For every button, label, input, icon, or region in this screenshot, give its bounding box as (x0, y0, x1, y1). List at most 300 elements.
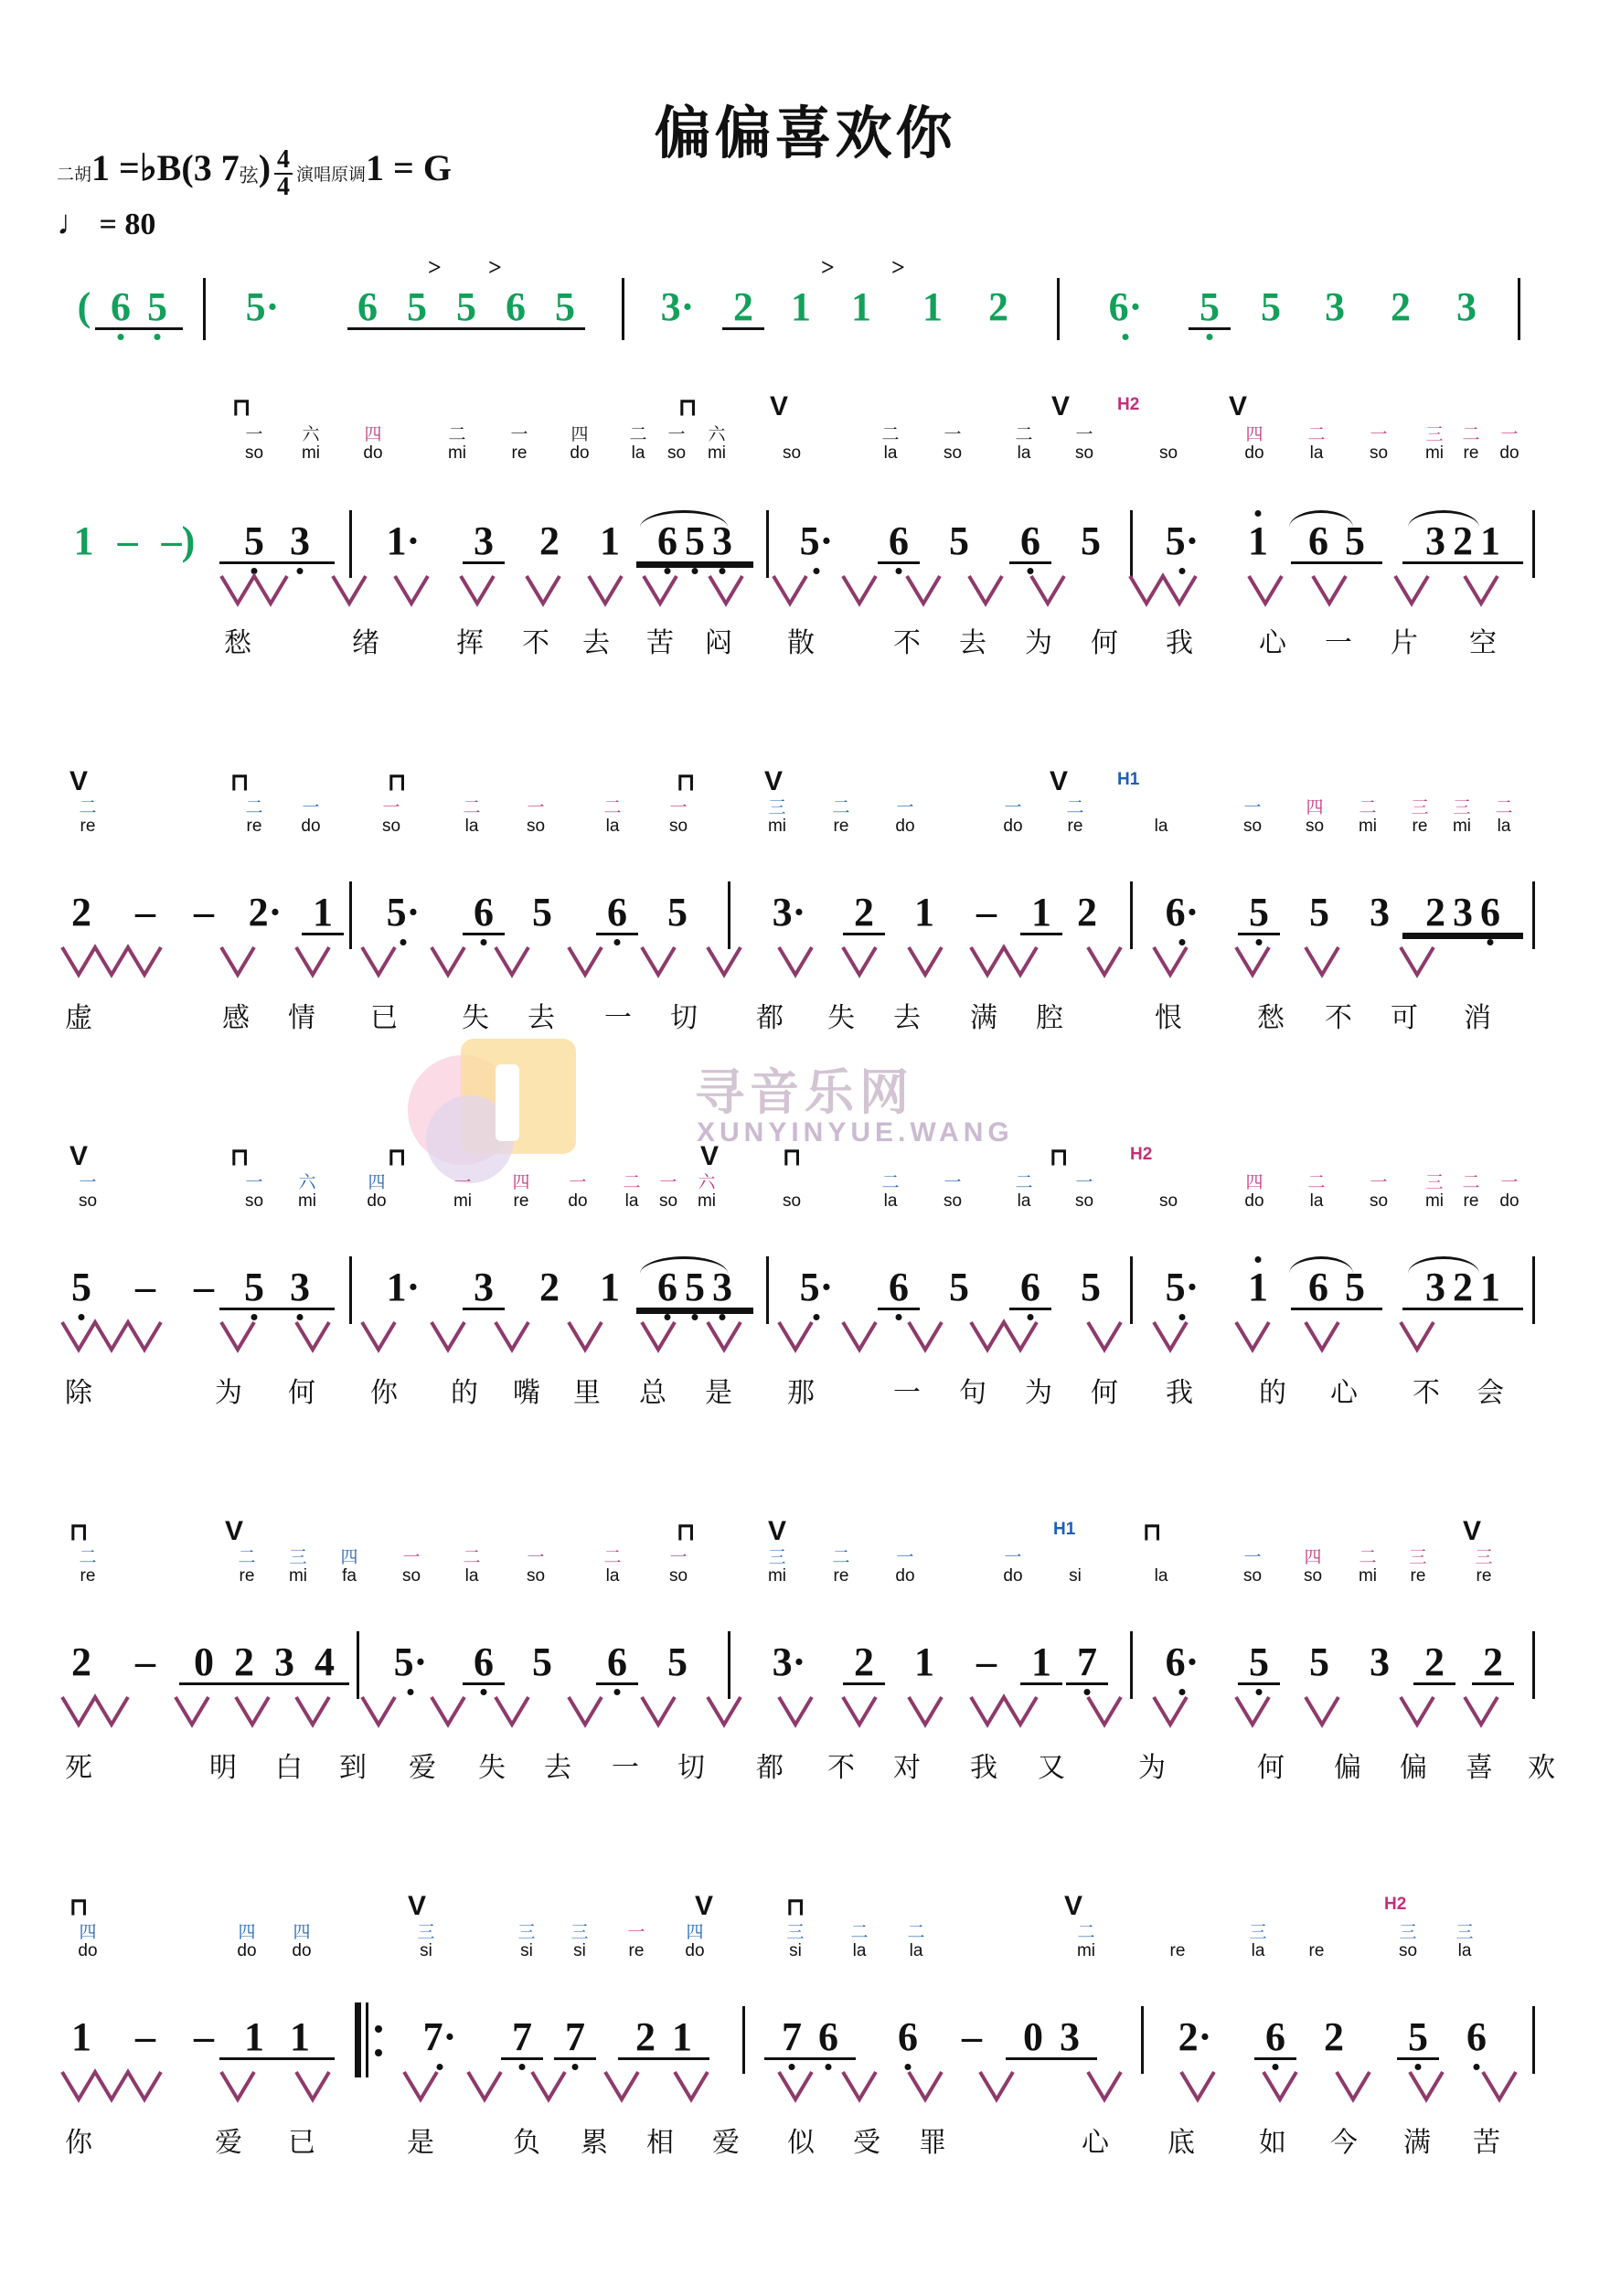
note: – (135, 1639, 155, 1684)
lyric: 失 (478, 1753, 506, 1783)
note: 3 (474, 518, 494, 563)
fingering: 二 la (1495, 798, 1513, 836)
note: 1 (922, 284, 943, 329)
fingering: 一 so (381, 798, 401, 836)
fingering: 一 so (1242, 1548, 1263, 1586)
lyric: 相 (646, 2128, 674, 2158)
barline (1130, 1256, 1133, 1324)
note: 5· (393, 1639, 428, 1684)
bow-push-icon: ⊓ (230, 1143, 250, 1170)
lyric: 散 (787, 628, 815, 658)
lyric: 偏 (1400, 1753, 1427, 1783)
fingering: 四 do (363, 425, 383, 463)
note: 2 (1425, 890, 1445, 934)
lyric: 受 (853, 2128, 880, 2158)
lyric: 一 (1325, 628, 1352, 658)
bow-push-icon: ⊓ (69, 1518, 89, 1545)
string-label: 弦 (239, 165, 259, 187)
fingering: 一 do (568, 1173, 588, 1211)
note: 6 (474, 890, 494, 934)
note: 6· (1165, 1639, 1200, 1684)
repeat-start-barline (355, 2002, 386, 2077)
fingering: 一 do (895, 1548, 915, 1586)
lyric: 去 (528, 1003, 555, 1033)
bow-pull-icon: V (69, 766, 89, 796)
note: 1 (71, 2014, 91, 2059)
note: 5 (949, 1265, 969, 1309)
note: 5 (1081, 518, 1101, 563)
lyric: 为 (1025, 628, 1052, 658)
note: 5 (1345, 518, 1365, 563)
fingering: 三 mi (767, 798, 787, 836)
fingering: 二 re (245, 798, 263, 836)
note: 2 (854, 890, 874, 934)
bow-push-icon: ⊓ (232, 393, 251, 421)
note: 2 (1324, 2014, 1344, 2059)
lyric: 底 (1168, 2128, 1195, 2158)
fingering: 四 do (1244, 1173, 1264, 1211)
time-signature: $\frac{4}{4}$ (274, 147, 293, 200)
tempo-note-icon: ♩ (57, 204, 91, 242)
accent-mark: > (428, 254, 442, 281)
note: 2 (733, 284, 753, 329)
fingering: 四 do (78, 1923, 98, 1960)
note: 7 (565, 2014, 585, 2059)
fingering: 二 la (881, 1173, 900, 1211)
barline (1532, 1256, 1535, 1324)
note: 5 (532, 890, 552, 934)
note: 3 (1370, 890, 1390, 934)
note: 6 (889, 1265, 909, 1309)
lyric: 都 (756, 1753, 784, 1783)
note: 6 (474, 1639, 494, 1684)
fingering: 二 re (1066, 798, 1084, 836)
fingering: 三 si (417, 1923, 435, 1960)
note: 2 (1483, 1639, 1503, 1684)
system-5 (0, 1884, 1610, 2204)
note: 6 (1020, 1265, 1040, 1309)
fingering: 三 mi (1424, 425, 1445, 463)
note: 6· (1108, 284, 1143, 329)
note: 5· (1165, 1265, 1200, 1309)
note: – (117, 518, 138, 563)
note: 5 (1408, 2014, 1428, 2059)
lyric: 消 (1464, 1003, 1491, 1033)
barline (1532, 510, 1535, 578)
bow-pull-icon: V (770, 391, 789, 422)
bow-push-icon: ⊓ (388, 768, 407, 796)
fingering: 二 mi (1358, 1548, 1378, 1586)
fingering: la (1154, 1565, 1168, 1586)
note: 3· (772, 1639, 806, 1684)
fingering: 一 so (244, 425, 264, 463)
barline (766, 1256, 769, 1324)
bow-pull-icon: V (69, 1141, 89, 1171)
bow-push-icon: ⊓ (1143, 1518, 1162, 1545)
fingering: 一 so (78, 1173, 98, 1211)
barline (742, 2006, 745, 2074)
lyric: 愁 (1257, 1003, 1285, 1033)
system-3 (0, 1134, 1610, 1454)
bow-pull-icon: V (768, 1516, 787, 1546)
bow-push-icon: ⊓ (677, 768, 696, 796)
vibrato-marks (216, 572, 1541, 615)
system-1 (0, 384, 1610, 704)
fingering: 一 so (1369, 425, 1389, 463)
fingering: re (1169, 1940, 1186, 1960)
fingering: 四 so (1303, 1548, 1323, 1586)
fingering: 一 do (1003, 798, 1023, 836)
note: 5 (1309, 890, 1329, 934)
bow-pull-icon: V (1051, 391, 1071, 422)
note: – (194, 1265, 214, 1309)
fingering: 二 re (1462, 1173, 1480, 1211)
fingering: 一 so (668, 1548, 688, 1586)
note: 1 (73, 518, 94, 563)
note: 6 (607, 890, 627, 934)
fingering: 四 do (1244, 425, 1264, 463)
fingering: so (1158, 1191, 1178, 1211)
barline (203, 278, 206, 340)
note: 1 (791, 284, 811, 329)
lyric: 切 (677, 1753, 705, 1783)
note: 2 (1453, 1265, 1473, 1309)
tempo-value: = 80 (99, 208, 156, 241)
note: 5 (1261, 284, 1281, 329)
fingering: 三 si (517, 1923, 536, 1960)
bow-pull-icon: V (695, 1891, 714, 1921)
note: –) (161, 518, 196, 563)
bow-pull-icon: V (408, 1891, 427, 1921)
lyric: 不 (827, 1753, 855, 1783)
note: 5 (1249, 1639, 1269, 1684)
note: 0 (194, 1639, 214, 1684)
note: 1 (600, 518, 620, 563)
lyric: 我 (970, 1753, 997, 1783)
fingering: 二 la (1015, 1173, 1033, 1211)
lyric: 是 (407, 2128, 434, 2158)
fingering: 二 re (79, 798, 97, 836)
lyric: 偏 (1334, 1753, 1361, 1783)
note: 1 (1248, 518, 1268, 563)
lyric: 白 (275, 1753, 303, 1783)
fingering: 二 la (850, 1923, 869, 1960)
lyric: 已 (370, 1003, 398, 1033)
lyric: 的 (1259, 1378, 1286, 1408)
note: 6 (1480, 890, 1500, 934)
note: 6 (1308, 518, 1328, 563)
instrument-label: 二胡 (57, 166, 92, 185)
barline (1518, 278, 1520, 340)
barline (728, 881, 730, 949)
position-mark-h1: H1 (1053, 1520, 1076, 1539)
lyric: 绪 (352, 628, 379, 658)
lyric: 片 (1391, 628, 1418, 658)
lyric: 为 (215, 1378, 242, 1408)
note: 6 (889, 518, 909, 563)
barline (1130, 510, 1133, 578)
lyric: 为 (1025, 1378, 1052, 1408)
lyric: 爱 (712, 2128, 740, 2158)
note: 5 (532, 1639, 552, 1684)
bow-pull-icon: V (700, 1141, 720, 1171)
key-prefix: 1 = (91, 147, 140, 188)
lyric: 感 (222, 1003, 250, 1033)
fingering: 二 re (832, 798, 850, 836)
lyric: 一 (893, 1378, 921, 1408)
note: 1 (1031, 1639, 1051, 1684)
barline (1057, 278, 1060, 340)
note: 5 (147, 284, 167, 329)
note: 2 (1077, 890, 1097, 934)
bow-push-icon: ⊓ (783, 1143, 802, 1170)
fingering: 一 so (244, 1173, 264, 1211)
fingering: 六 mi (301, 425, 321, 463)
lyric: 恨 (1155, 1003, 1182, 1033)
fingering: 一 mi (453, 1173, 473, 1211)
barline (728, 1631, 730, 1699)
lyric: 不 (522, 628, 549, 658)
lyric: 虚 (65, 1003, 92, 1033)
lyric: 我 (1166, 628, 1193, 658)
note: 6 (1265, 2014, 1285, 2059)
note: 6 (818, 2014, 838, 2059)
bow-push-icon: ⊓ (69, 1893, 89, 1920)
fingering: 三 re (1409, 1548, 1427, 1586)
lyric: 一 (612, 1753, 639, 1783)
note: 6 (111, 284, 131, 329)
note: 3 (1456, 284, 1477, 329)
watermark-subtext: XUNYINYUE.WANG (697, 1117, 1014, 1148)
lyric: 负 (513, 2128, 540, 2158)
note: 3 (290, 518, 310, 563)
bow-push-icon: ⊓ (1050, 1143, 1069, 1170)
lyric: 何 (1091, 628, 1118, 658)
note: 2 (539, 518, 560, 563)
note: – (135, 1265, 155, 1309)
note: – (194, 2014, 214, 2059)
vibrato-marks (57, 944, 1538, 987)
note: 6 (657, 518, 677, 563)
fingering: 三 re (1411, 798, 1429, 836)
note: 6 (506, 284, 526, 329)
fingering: 一 so (1074, 425, 1094, 463)
note: 5 (1345, 1265, 1365, 1309)
vibrato-marks (57, 1693, 1538, 1736)
note: 1 (914, 1639, 934, 1684)
fingering: 三 re (1475, 1548, 1493, 1586)
note: 3 (290, 1265, 310, 1309)
lyric: 你 (370, 1378, 398, 1408)
fingering: 二 la (1307, 425, 1326, 463)
note: 6 (657, 1265, 677, 1309)
fingering: 一 so (1074, 1173, 1094, 1211)
note: 0 (1023, 2014, 1043, 2059)
note: 1· (386, 1265, 421, 1309)
fingering: 二 la (603, 798, 622, 836)
note: 5 (1200, 284, 1220, 329)
note: 3 (712, 518, 732, 563)
barline (349, 1256, 352, 1324)
lyric: 挥 (456, 628, 484, 658)
lyric: 罪 (919, 2128, 946, 2158)
lyric: 心 (1330, 1378, 1358, 1408)
fingering: 二 mi (1358, 798, 1378, 836)
lyric: 欢 (1528, 1753, 1555, 1783)
fingering: 三 la (1455, 1923, 1474, 1960)
note: – (962, 2014, 982, 2059)
note: 2 (539, 1265, 560, 1309)
fingering: 二 la (881, 425, 900, 463)
note: 5 (456, 284, 476, 329)
note: 2 (1453, 518, 1473, 563)
fingering: 一 do (301, 798, 321, 836)
note: 2 (71, 1639, 91, 1684)
fingering: 三 mi (1452, 798, 1472, 836)
lyric: 去 (544, 1753, 571, 1783)
note: 5 (685, 1265, 705, 1309)
accent-mark: > (488, 254, 502, 281)
fingering: 四 fa (340, 1548, 358, 1586)
note: 6 (607, 1639, 627, 1684)
note: 2· (1178, 2014, 1212, 2059)
note: 3 (1425, 1265, 1445, 1309)
note: 1 (1480, 1265, 1500, 1309)
note: 2 (1391, 284, 1411, 329)
note: – (976, 890, 997, 934)
note: 1· (386, 518, 421, 563)
lyric: 去 (959, 628, 986, 658)
intro-system (0, 254, 1610, 366)
barline (349, 881, 352, 949)
note: 5 (949, 518, 969, 563)
lyric: 愁 (224, 628, 251, 658)
lyric: 爱 (215, 2128, 242, 2158)
barline (1532, 881, 1535, 949)
fingering: 三 si (786, 1923, 805, 1960)
fingering: 六 mi (707, 425, 727, 463)
note: 3 (274, 1639, 294, 1684)
lyric: 满 (1403, 2128, 1431, 2158)
fingering: 三 so (1398, 1923, 1418, 1960)
note: 3· (660, 284, 695, 329)
note: – (976, 1639, 997, 1684)
lyric: 今 (1330, 2128, 1358, 2158)
note: 3 (1060, 2014, 1080, 2059)
fingering: 一 so (943, 1173, 963, 1211)
note: 6 (1308, 1265, 1328, 1309)
lyric: 你 (65, 2128, 92, 2158)
note: 2 (854, 1639, 874, 1684)
note: 5 (685, 518, 705, 563)
note: 1 (1031, 890, 1051, 934)
fingering: 三 mi (288, 1548, 308, 1586)
note: 2· (248, 890, 283, 934)
note: 2 (234, 1639, 254, 1684)
note: 7 (512, 2014, 532, 2059)
fingering: 六 mi (697, 1173, 717, 1211)
fingering: 二 mi (447, 425, 467, 463)
barline (1532, 1631, 1535, 1699)
fingering: 四 do (570, 425, 590, 463)
fingering: 一 so (526, 1548, 546, 1586)
fingering: so (782, 443, 802, 463)
barline (1532, 2006, 1535, 2074)
barline (1130, 1631, 1133, 1699)
lyric: 如 (1259, 2128, 1286, 2158)
note: 1 (1248, 1265, 1268, 1309)
fingering: 二 la (623, 1173, 641, 1211)
note: 1 (914, 890, 934, 934)
fingering: 一 do (1499, 425, 1519, 463)
note: 6 (1020, 518, 1040, 563)
fingering: 一 so (1242, 798, 1263, 836)
lyric: 切 (670, 1003, 698, 1033)
note: 5 (407, 284, 427, 329)
vibrato-marks (57, 2068, 1538, 2111)
note: 5· (799, 1265, 834, 1309)
note: 5 (1249, 890, 1269, 934)
fingering: 一 do (895, 798, 915, 836)
position-mark-h1: H1 (1117, 770, 1140, 789)
fingering: 三 mi (767, 1548, 787, 1586)
bow-push-icon: ⊓ (388, 1143, 407, 1170)
intro-paren: ( (77, 284, 91, 329)
fingering: 三 si (570, 1923, 589, 1960)
lyric: 除 (65, 1378, 92, 1408)
note: 1 (672, 2014, 692, 2059)
fingering: 四 do (367, 1173, 387, 1211)
bow-push-icon: ⊓ (230, 768, 250, 796)
note: 2 (988, 284, 1008, 329)
fingering: 四 so (1305, 798, 1325, 836)
lyric: 的 (451, 1378, 478, 1408)
note: 7 (1077, 1639, 1097, 1684)
fingering: 四 re (512, 1173, 530, 1211)
note: 6 (898, 2014, 918, 2059)
fingering: 二 la (629, 425, 647, 463)
fingering: si (1069, 1565, 1082, 1586)
accent-mark: > (821, 254, 835, 281)
lyric: 不 (893, 628, 921, 658)
fingering: 二 la (1307, 1173, 1326, 1211)
lyric: 到 (339, 1753, 367, 1783)
lyric: 会 (1477, 1378, 1504, 1408)
lyric: 我 (1166, 1378, 1193, 1408)
barline (622, 278, 624, 340)
lyric: 何 (1257, 1753, 1285, 1783)
lyric: 情 (288, 1003, 315, 1033)
position-mark-h2: H2 (1384, 1895, 1407, 1914)
fingering: 六 mi (297, 1173, 317, 1211)
fingering: 四 do (237, 1923, 257, 1960)
fingering: la (1154, 816, 1168, 836)
key-value: ♭B (139, 147, 182, 188)
note: 5 (555, 284, 575, 329)
note: 2 (71, 890, 91, 934)
vibrato-marks (57, 1319, 1538, 1362)
barline (349, 510, 352, 578)
fingering: 一 so (668, 798, 688, 836)
fingering: 三 la (1249, 1923, 1267, 1960)
note: 1 (290, 2014, 310, 2059)
lyric: 是 (705, 1378, 732, 1408)
fingering: 三 mi (1424, 1173, 1445, 1211)
key-signature-line: 二胡1 =♭B(3 7弦) $\frac{4}{4}$ 演唱原调1 = G (57, 145, 452, 201)
note: 5 (244, 1265, 264, 1309)
lyric: 嘴 (513, 1378, 540, 1408)
bow-pull-icon: V (1064, 1891, 1083, 1921)
